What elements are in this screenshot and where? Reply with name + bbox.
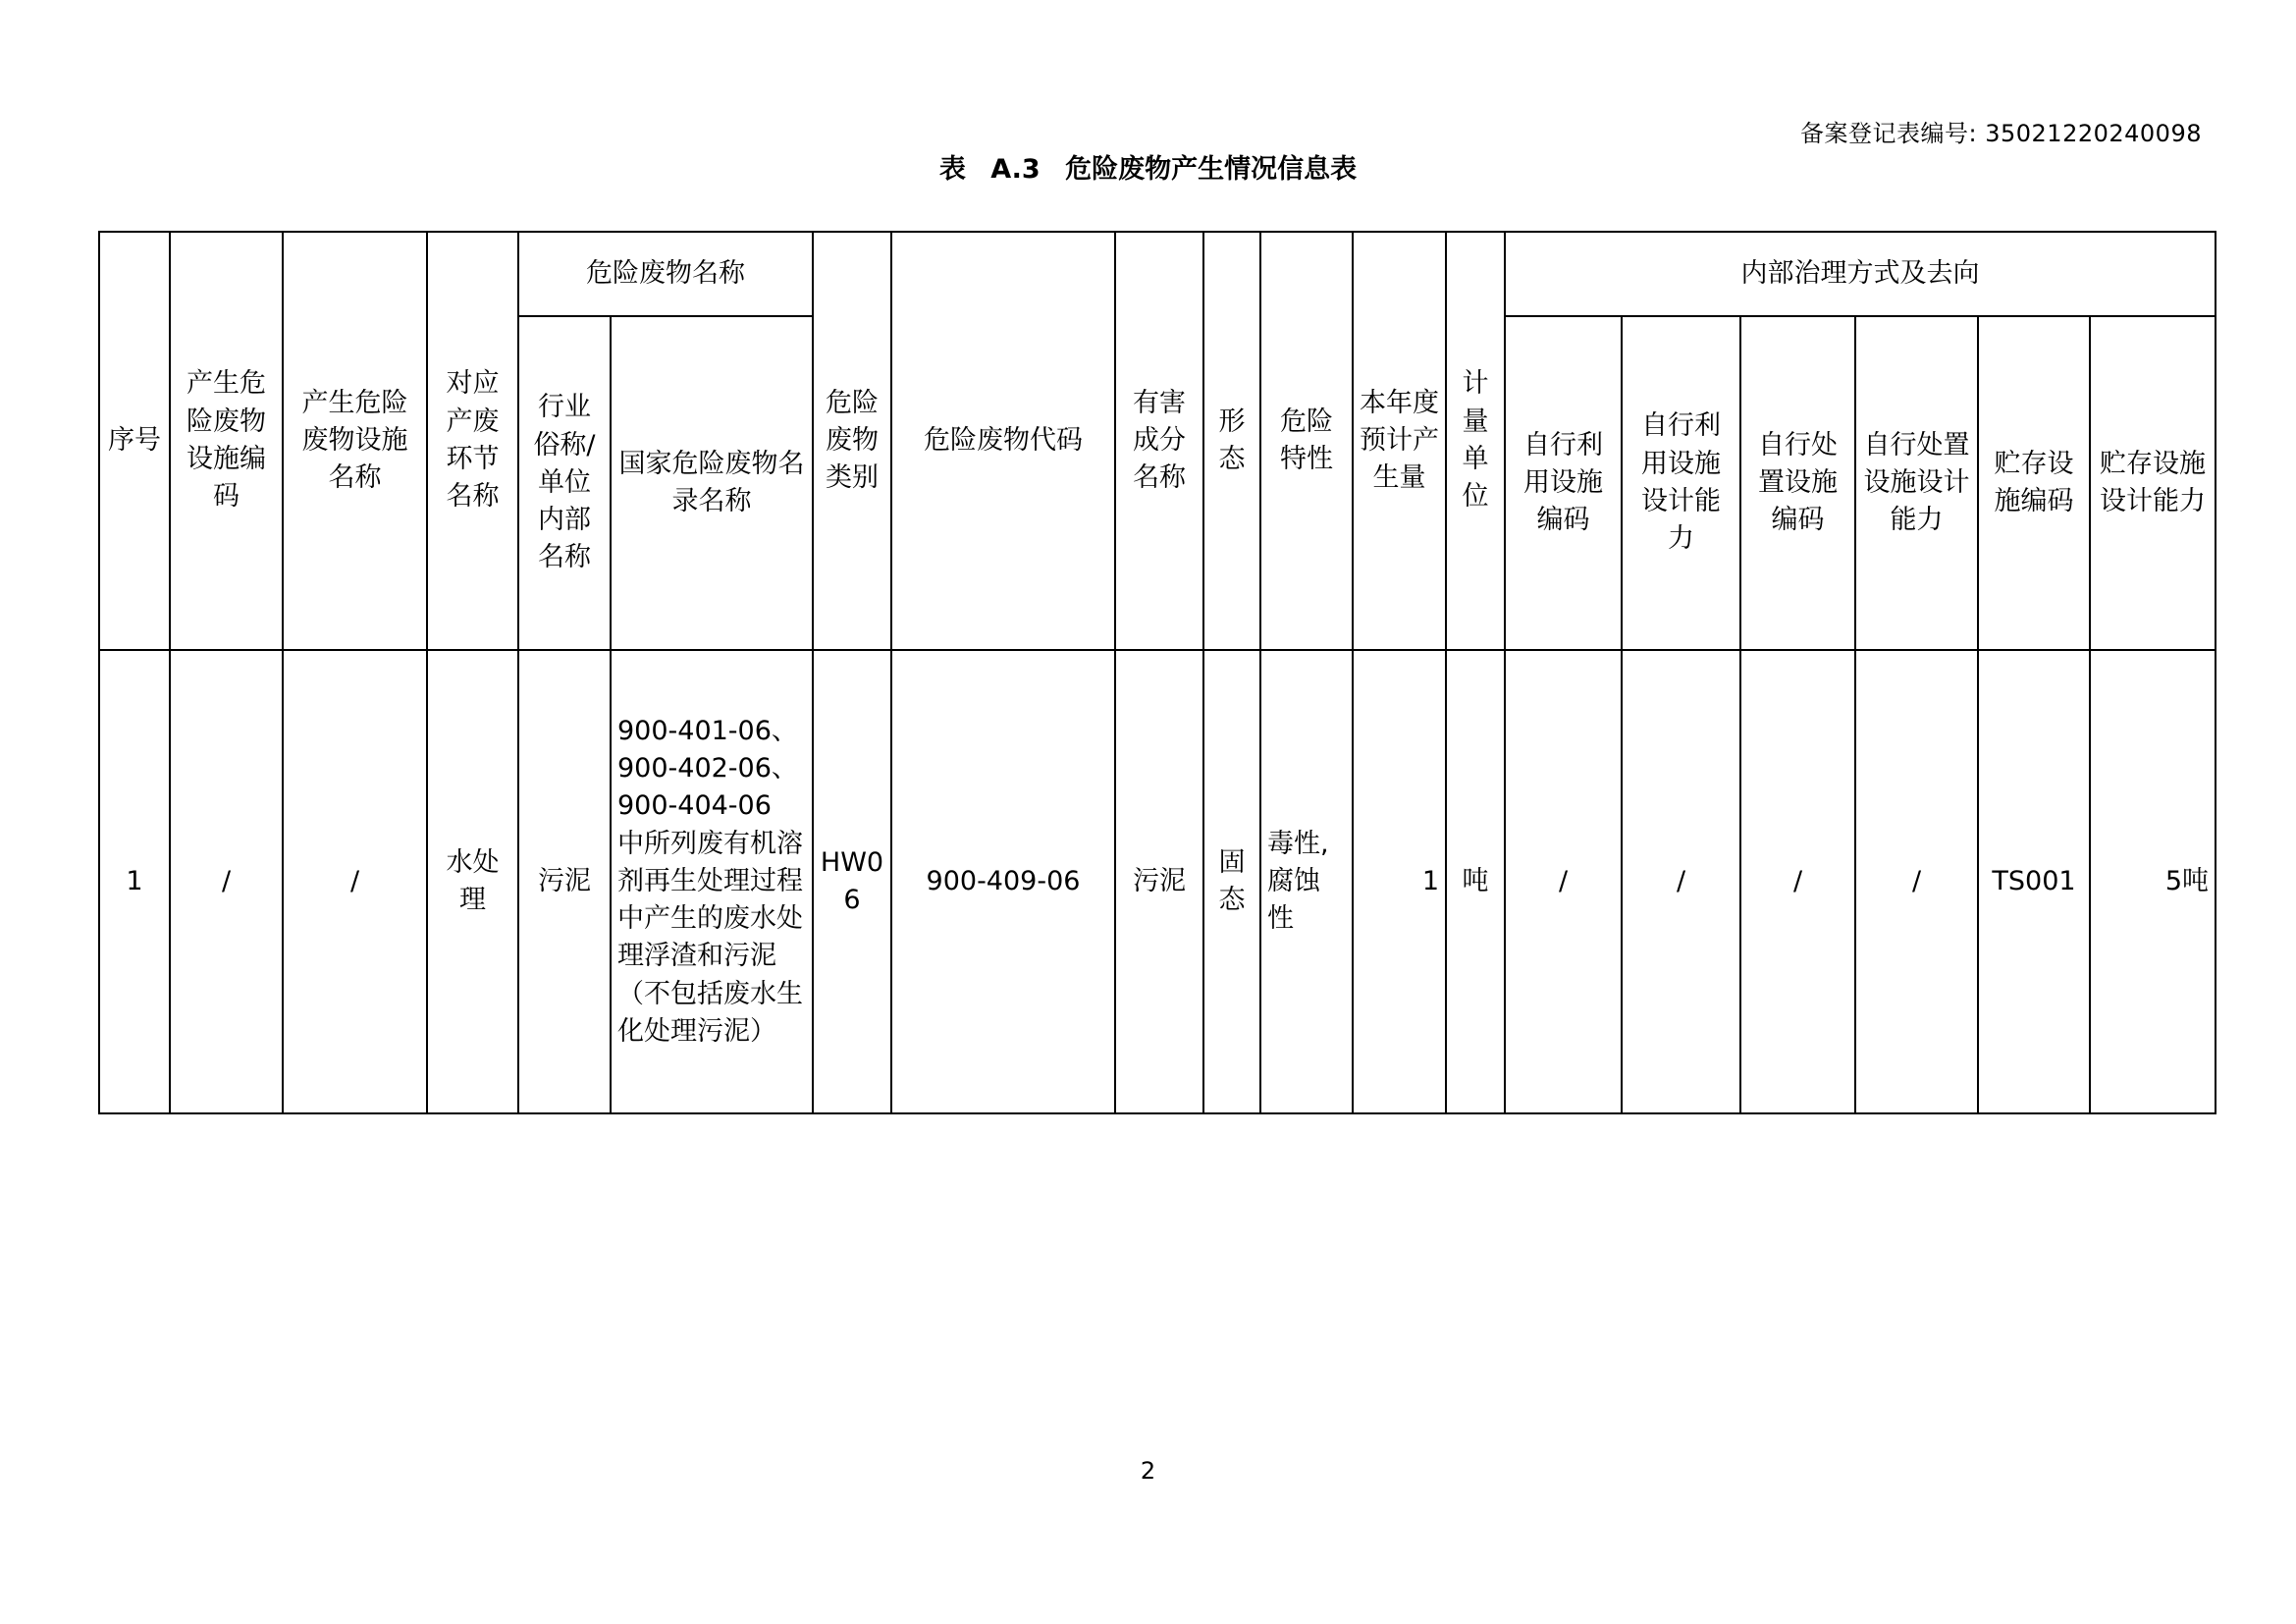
col-header-internal-group: 内部治理方式及去向 [1505, 232, 2216, 316]
col-header-self-use-code: 自行利用设施编码 [1505, 316, 1622, 650]
cell-national-name: 900-401-06、900-402-06、900-404-06 中所列废有机溶剂再生处理过程中产生的废水处理浮渣和污泥（不包括废水生化处理污泥） [611, 650, 813, 1113]
page-number: 2 [1140, 1457, 1156, 1485]
registration-value: 35021220240098 [1985, 120, 2202, 147]
cell-unit: 吨 [1446, 650, 1505, 1113]
cell-hazard: 毒性,腐蚀性 [1260, 650, 1353, 1113]
col-header-annual-amount: 本年度预计产生量 [1353, 232, 1446, 650]
col-header-seq: 序号 [99, 232, 170, 650]
title-prefix: 表 [938, 154, 966, 185]
col-header-self-use-capacity: 自行利用设施设计能力 [1622, 316, 1740, 650]
col-header-hazard: 危险特性 [1260, 232, 1353, 650]
cell-seq: 1 [99, 650, 170, 1113]
cell-facility-code: / [170, 650, 283, 1113]
col-header-facility-name: 产生危险废物设施名称 [283, 232, 427, 650]
col-header-waste-code: 危险废物代码 [891, 232, 1115, 650]
col-header-national-name: 国家危险废物名录名称 [611, 316, 813, 650]
cell-annual-amount: 1 [1353, 650, 1446, 1113]
col-header-unit: 计量单位 [1446, 232, 1505, 650]
cell-category: HW06 [813, 650, 891, 1113]
registration-label: 备案登记表编号: [1799, 120, 1978, 147]
col-header-industry-name: 行业俗称/单位内部名称 [518, 316, 611, 650]
col-header-self-dispose-code: 自行处置设施编码 [1740, 316, 1855, 650]
col-header-self-dispose-capacity: 自行处置设施设计能力 [1855, 316, 1978, 650]
col-header-process: 对应产废环节名称 [427, 232, 518, 650]
cell-self-dispose-code: / [1740, 650, 1855, 1113]
cell-industry-name: 污泥 [518, 650, 611, 1113]
col-header-storage-capacity: 贮存设施设计能力 [2090, 316, 2216, 650]
registration-number [1800, 114, 2202, 148]
cell-storage-capacity: 5吨 [2090, 650, 2216, 1113]
cell-storage-code: TS001 [1978, 650, 2090, 1113]
cell-self-use-code: / [1505, 650, 1622, 1113]
title-code: A.3 [990, 154, 1041, 185]
col-header-category: 危险废物类别 [813, 232, 891, 650]
cell-waste-code: 900-409-06 [891, 650, 1115, 1113]
col-header-storage-code: 贮存设施编码 [1978, 316, 2090, 650]
title-text: 危险废物产生情况信息表 [1065, 154, 1358, 185]
cell-facility-name: / [283, 650, 427, 1113]
page-title [0, 147, 2296, 186]
col-header-harmful: 有害成分名称 [1115, 232, 1203, 650]
col-header-form: 形态 [1203, 232, 1260, 650]
cell-self-dispose-capacity: / [1855, 650, 1978, 1113]
cell-self-use-capacity: / [1622, 650, 1740, 1113]
cell-harmful: 污泥 [1115, 650, 1203, 1113]
hazardous-waste-table [98, 231, 2216, 1114]
cell-process: 水处理 [427, 650, 518, 1113]
col-header-waste-name-group: 危险废物名称 [518, 232, 813, 316]
cell-form: 固态 [1203, 650, 1260, 1113]
col-header-facility-code: 产生危险废物设施编码 [170, 232, 283, 650]
table-row [99, 650, 2216, 1113]
